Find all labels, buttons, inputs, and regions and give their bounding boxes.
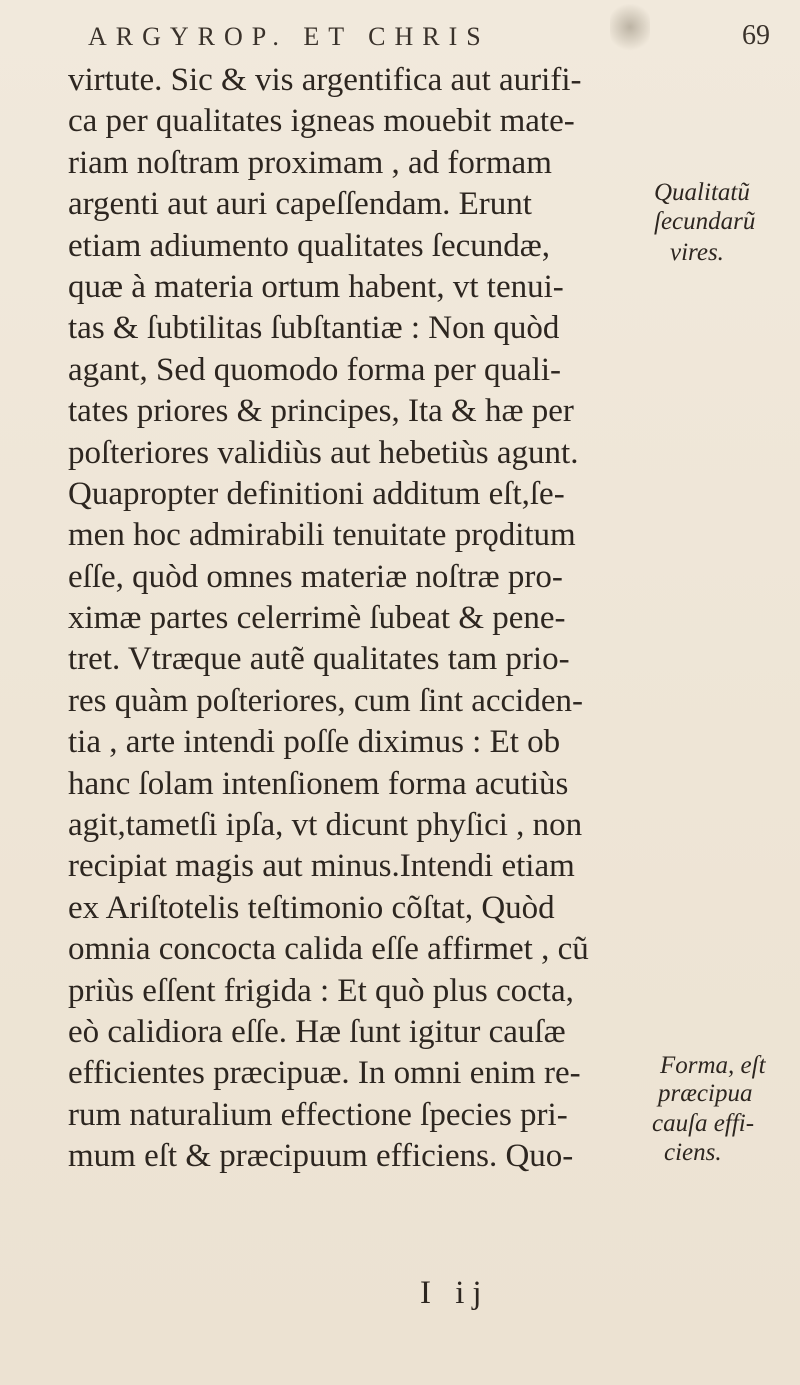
marginal-note-line: Forma, eſt	[660, 1052, 766, 1079]
text-line: efficientes præcipuæ. In omni enim re-	[68, 1055, 581, 1092]
text-line: mum eſt & præcipuum efficiens. Quo-	[68, 1138, 574, 1175]
text-line: eò calidiora eſſe. Hæ ſunt igitur cauſæ	[68, 1013, 566, 1050]
text-line: Quapropter definitioni additum eſt,ſe-	[68, 475, 565, 512]
text-line: hanc ſolam intenſionem forma acutiùs	[68, 765, 569, 802]
text-line: agant, Sed quomodo forma per quali-	[68, 351, 562, 388]
text-line: riam noſtram proximam , ad formam	[68, 144, 552, 181]
text-line: ex Ariſtotelis teſtimonio cõſtat, Quòd	[68, 889, 555, 926]
text-line: eſſe, quòd omnes materiæ noſtræ pro-	[68, 558, 563, 595]
marginal-note-line: vires.	[670, 239, 724, 266]
signature-mark: I ij	[420, 1275, 490, 1311]
text-line: ca per qualitates igneas mouebit mate-	[68, 103, 575, 140]
text-line: omnia concocta calida eſſe affirmet , cũ	[68, 931, 589, 968]
text-line: priùs eſſent frigida : Et quò plus cocta,	[68, 972, 574, 1009]
text-line: recipiat magis aut minus.Intendi etiam	[68, 848, 575, 885]
text-line: virtute. Sic & vis argentifica aut aurifi-	[68, 62, 582, 98]
text-line: poſteriores validiùs aut hebetiùs agunt.	[68, 434, 579, 471]
marginal-note-line: præcipua	[658, 1080, 753, 1107]
text-line: rum naturalium effectione ſpecies pri-	[68, 1096, 568, 1133]
text-line: men hoc admirabili tenuitate prǫditum	[68, 517, 576, 554]
marginal-note-line: Qualitatũ	[654, 179, 750, 206]
marginal-note-line: ciens.	[664, 1139, 722, 1166]
text-line: ximæ partes celerrimè ſubeat & pene-	[68, 600, 566, 637]
text-line: res quàm poſteriores, cum ſint acciden-	[68, 682, 583, 719]
text-line: tates priores & principes, Ita & hæ per	[68, 393, 574, 430]
text-line: quæ à materia ortum habent, vt tenui-	[68, 268, 564, 305]
text-line: tret. Vtræque autẽ qualitates tam prio-	[68, 641, 570, 678]
marginal-note-line: cauſa effi-	[652, 1110, 755, 1137]
text-line: etiam adiumento qualitates ſecundæ,	[68, 227, 551, 264]
text-line: argenti aut auri capeſſendam. Erunt	[68, 186, 532, 223]
ink-stain	[610, 0, 650, 54]
main-text-block	[68, 60, 648, 1178]
text-line: tas & ſubtilitas ſubſtantiæ : Non quòd	[68, 310, 560, 347]
text-line: tia , arte intendi poſſe diximus : Et ob	[68, 724, 561, 761]
page-number: 69	[742, 20, 770, 51]
marginal-note-line: ſecundarũ	[654, 208, 756, 235]
running-head: ARGYROP. ET CHRIS	[88, 22, 490, 51]
text-line: agit,tametſi ipſa, vt dicunt phyſici , non	[68, 807, 583, 844]
